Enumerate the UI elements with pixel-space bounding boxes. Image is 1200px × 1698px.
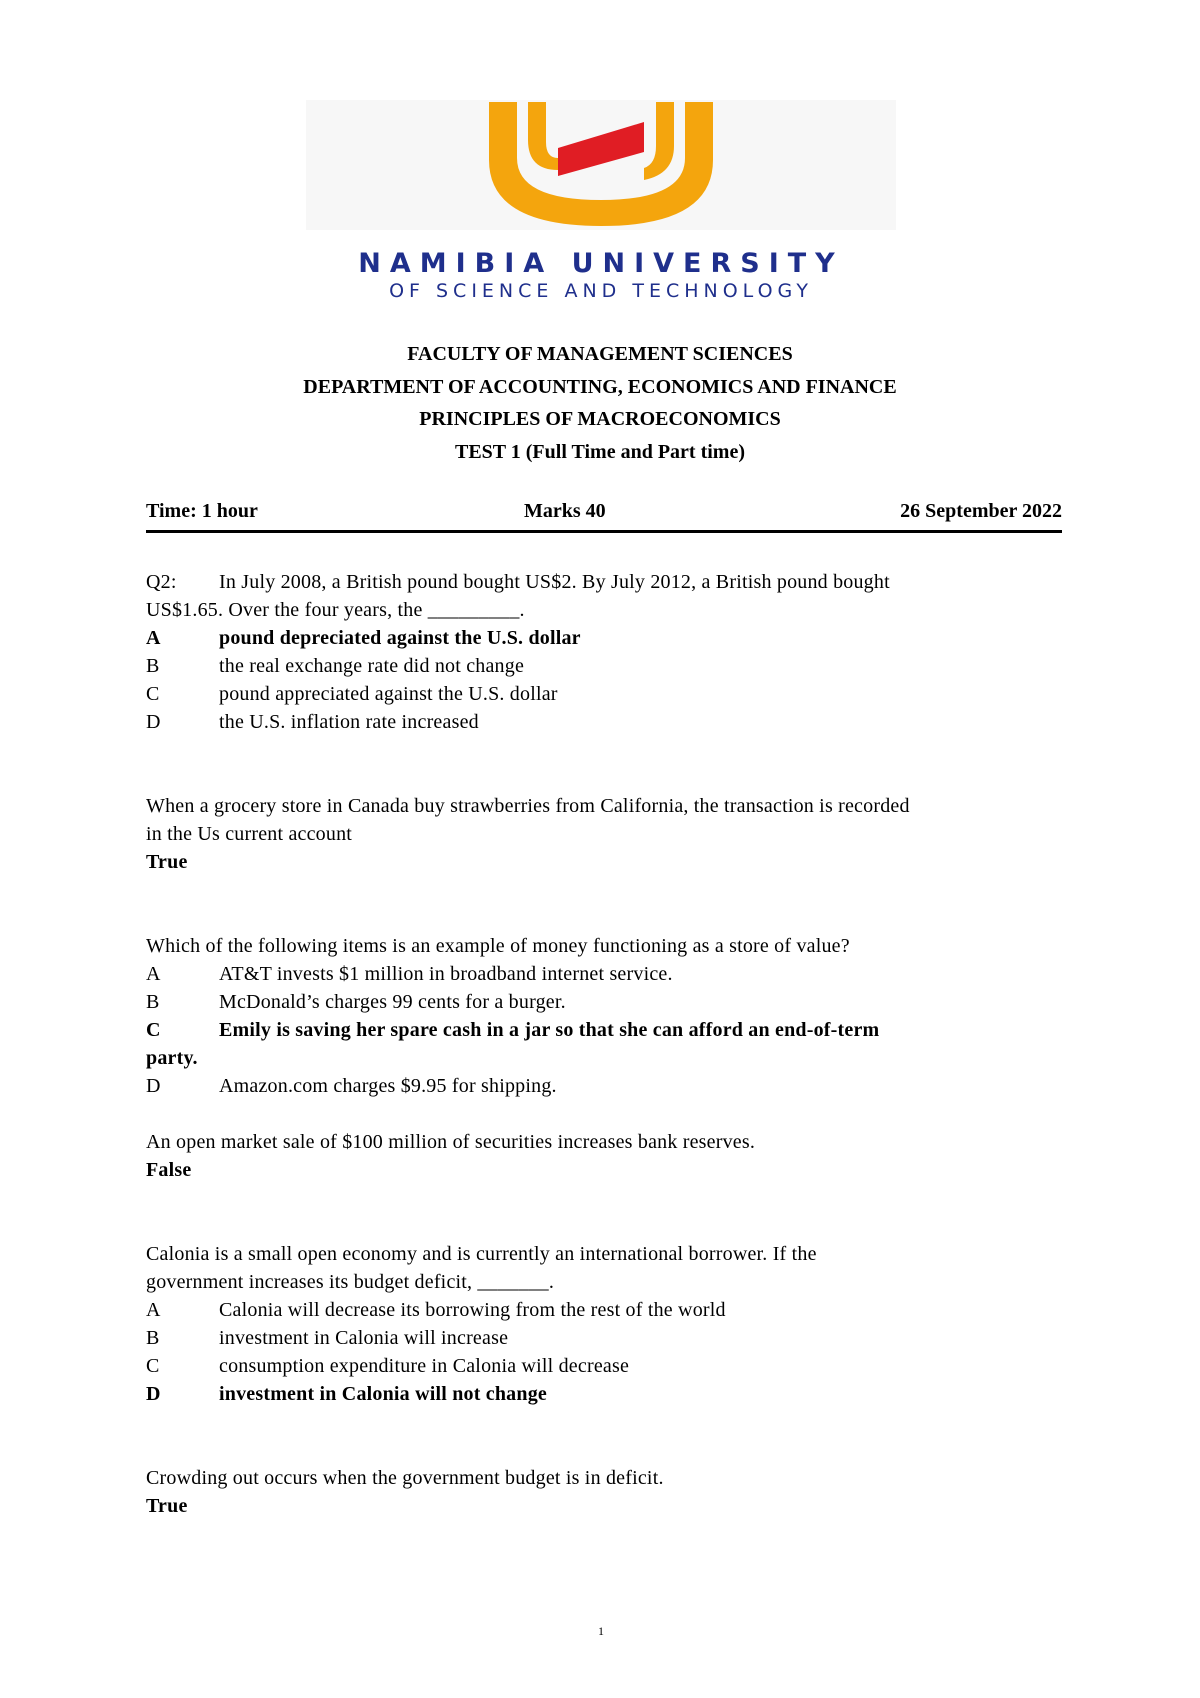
option-d: D the U.S. inflation rate increased: [146, 711, 479, 733]
option-d: D Amazon.com charges $9.95 for shipping.: [146, 1075, 557, 1097]
exam-marks: Marks 40: [524, 500, 606, 522]
question-calonia: [146, 1240, 1062, 1408]
answer-true-false: False: [146, 1159, 192, 1181]
question-stem: Calonia is a small open economy and is currently an international borrower. If the: [146, 1243, 817, 1265]
option-d-answer: D investment in Calonia will not change: [146, 1383, 547, 1405]
exam-info-row: [146, 500, 1062, 533]
option-a: A Calonia will decrease its borrowing from the rest of the world: [146, 1299, 726, 1321]
option-b: B McDonald’s charges 99 cents for a burger.: [146, 991, 566, 1013]
question-stem-continuation: US$1.65. Over the four years, the _________.: [146, 599, 525, 621]
exam-time: Time: 1 hour: [146, 500, 258, 522]
test-title: TEST 1 (Full Time and Part time): [454, 440, 746, 463]
answer-true-false: True: [146, 851, 188, 873]
department-title: DEPARTMENT OF ACCOUNTING, ECONOMICS AND FINANCE: [303, 375, 897, 398]
question-stem-continuation: in the Us current account: [146, 823, 353, 845]
question-stem: Crowding out occurs when the government budget is in deficit.: [146, 1467, 664, 1489]
option-a: A AT&T invests $1 million in broadband internet service.: [146, 963, 673, 985]
question-q2: [146, 568, 1062, 736]
option-b: B investment in Calonia will increase: [146, 1327, 509, 1349]
question-open-market: [146, 1128, 1062, 1184]
university-name-line1: NAMIBIA UNIVERSITY: [358, 248, 844, 279]
exam-header: [140, 338, 1060, 468]
question-stem: In July 2008, a British pound bought US$2. By July 2012, a British pound bought: [219, 571, 890, 593]
question-stem: When a grocery store in Canada buy strawberries from California, the transaction is recorded: [146, 795, 910, 817]
question-crowding: [146, 1464, 1062, 1520]
option-b: B the real exchange rate did not change: [146, 655, 525, 677]
option-c-continuation: party.: [146, 1047, 198, 1069]
question-stem-continuation: government increases its budget deficit, _______.: [146, 1271, 555, 1293]
answer-true-false: True: [146, 1495, 188, 1517]
page-number: 1: [598, 1624, 604, 1638]
exam-date: 26 September 2022: [900, 500, 1062, 522]
questions-body: [146, 568, 1062, 1520]
option-c-answer: C Emily is saving her spare cash in a jar so that she can afford an end-of-term: [146, 1019, 880, 1041]
faculty-title: FACULTY OF MANAGEMENT SCIENCES: [407, 343, 793, 365]
u-emblem-icon: [296, 100, 906, 250]
question-money: [146, 932, 1062, 1100]
question-stem: Which of the following items is an example of money functioning as a store of value?: [146, 935, 850, 957]
option-c: C pound appreciated against the U.S. dollar: [146, 683, 558, 705]
question-stem: An open market sale of $100 million of securities increases bank reserves.: [146, 1131, 756, 1153]
question-label: Q2:: [146, 571, 177, 593]
option-a-answer: A pound depreciated against the U.S. dollar: [146, 627, 581, 649]
university-name-line2: OF SCIENCE AND TECHNOLOGY: [389, 280, 813, 302]
question-grocery: [146, 792, 1062, 876]
course-title: PRINCIPLES OF MACROECONOMICS: [419, 408, 781, 430]
option-c: C consumption expenditure in Calonia will decrease: [146, 1355, 630, 1377]
